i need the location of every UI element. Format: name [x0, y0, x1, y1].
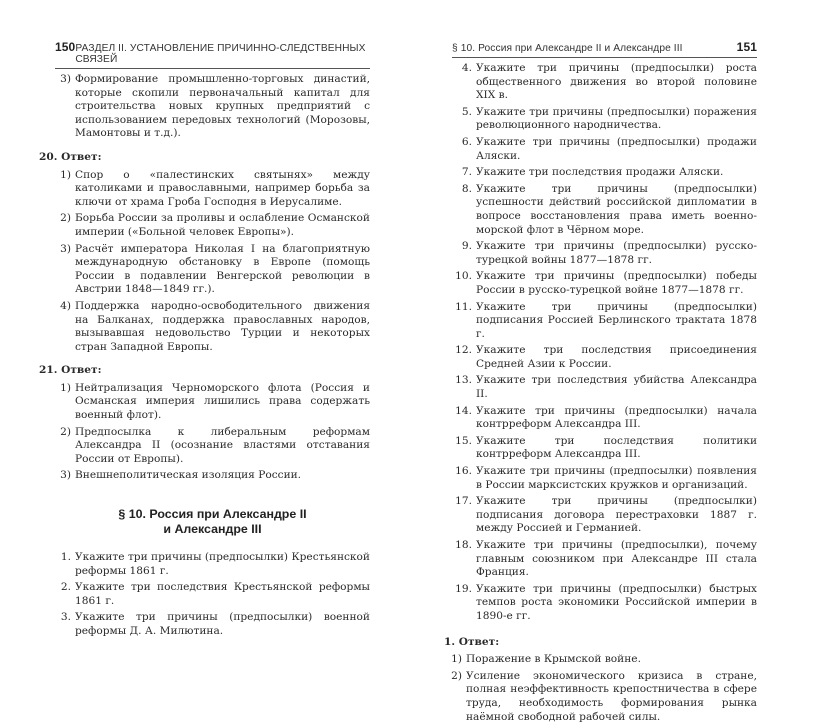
left-body — [39, 73, 370, 639]
question-item — [452, 583, 757, 624]
answer-item — [55, 212, 370, 239]
answer-item — [55, 243, 370, 297]
page-number: 150 — [55, 40, 76, 54]
item-text: Формирование промышленно-торговых династий, которые скопили первоначальный капитал для строительства новых крупных предприятий с использованием передовых технологий (Морозовы, Мамонтовы и т.д.). — [75, 73, 370, 140]
question-item — [452, 465, 757, 492]
item-text: Укажите три причины (предпосылки), почему главным союзником при Александре III стала Франция. — [476, 539, 757, 579]
section-title-line: § 10. Россия при Александре II — [118, 507, 307, 522]
item-text: Укажите три причины (предпосылки) русско-турецкой войны 1877—1878 гг. — [476, 240, 757, 266]
answer-item — [452, 670, 757, 724]
item-number: 1) — [451, 653, 462, 666]
question-item — [452, 374, 757, 401]
question-item — [452, 270, 757, 297]
question-item — [55, 611, 370, 638]
item-number: 9. — [461, 240, 472, 253]
item-number: 8. — [461, 182, 472, 195]
item-number: 16. — [455, 465, 472, 478]
item-text: Расчёт императора Николая I на благоприятную международную обстановку в Европе (помощь России в подавлении Венгерской революции в Австрии 1848—1849 гг.). — [75, 242, 370, 296]
answer-item — [55, 469, 370, 483]
running-head-left — [55, 40, 370, 69]
item-number: 2) — [60, 212, 71, 225]
answer-item — [452, 653, 757, 667]
item-text: Спор о «палестинских святынях» между католиками и православными, например борьба за ключи от храма Гроба Господня в Иерусалиме. — [75, 168, 370, 208]
item-text: Укажите три причины (предпосылки) военной реформы Д. А. Милютина. — [75, 611, 370, 637]
question-item — [452, 405, 757, 432]
item-text: Укажите три последствия присоединения Средней Азии к России. — [476, 344, 757, 370]
answer-item — [55, 300, 370, 354]
question-item — [452, 344, 757, 371]
item-text: Нейтрализация Черноморского флота (Россия и Османская империя лишились права содержать военный флот). — [75, 381, 370, 422]
left-page — [39, 40, 370, 642]
question-item — [452, 62, 757, 103]
item-text: Предпосылка к либеральным реформам Александра II (осознание властями отставания России от Европы). — [75, 425, 370, 465]
item-text: Укажите три причины (предпосылки) успешности действий российской дипломатии в вопросе восстановления права иметь военно-морской флот в Чёрном море. — [476, 182, 757, 236]
item-number: 2) — [451, 669, 462, 682]
question-item — [452, 301, 757, 342]
item-number: 3. — [60, 611, 71, 624]
item-number: 7. — [461, 166, 472, 179]
item-text: Укажите три последствия политики контрреформ Александра III. — [476, 434, 757, 461]
page-number: 151 — [736, 40, 757, 54]
item-text: Внешнеполитическая изоляция России. — [75, 469, 302, 482]
right-page — [444, 40, 757, 727]
question-item — [452, 495, 757, 536]
item-text: Борьба России за проливы и ослабление Османской империи («Больной человек Европы»). — [75, 212, 370, 238]
question-item — [452, 106, 757, 133]
item-text: Укажите три причины (предпосылки) появления в России марксистских кружков и организаций. — [476, 465, 757, 491]
item-text: Укажите три последствия продажи Аляски. — [476, 166, 724, 179]
answer-heading: 20. Ответ: — [39, 150, 102, 163]
question-item — [55, 581, 370, 608]
item-number: 11. — [455, 300, 472, 313]
item-text: Укажите три причины (предпосылки) начала контрреформ Александра III. — [476, 404, 757, 431]
item-text: Укажите три последствия Крестьянской реформы 1861 г. — [75, 581, 370, 607]
item-number: 19. — [455, 582, 472, 595]
answer-item — [55, 169, 370, 210]
item-number: 13. — [455, 374, 472, 387]
item-number: 1) — [60, 381, 71, 394]
item-number: 1. — [60, 551, 71, 564]
item-text: Укажите три причины (предпосылки) поражения революционного народничества. — [476, 105, 757, 132]
question-item — [452, 166, 757, 180]
item-number: 18. — [455, 539, 472, 551]
item-number: 4) — [60, 299, 71, 312]
answer-item — [55, 73, 370, 141]
item-text: Поддержка народно-освободительного движения на Балканах, поддержка православных народов, вызывавшая недовольство Турции и некоторых стран Западной Европы. — [75, 299, 370, 353]
answer-heading: 1. Ответ: — [444, 635, 500, 648]
running-head-right — [452, 40, 757, 58]
item-number: 1) — [60, 168, 71, 181]
item-number: 3) — [60, 73, 71, 85]
item-text: Усиление экономического кризиса в стране, полная неэффективность крепостничества в сфере труда, необходимость формирования рынка наёмной свободной рабочей силы. — [466, 669, 757, 723]
item-text: Укажите три причины (предпосылки) подписания Россией Берлинского трактата 1878 г. — [476, 300, 757, 340]
item-text: Укажите три причины (предпосылки) быстрых темпов роста экономики Российской империи в 1890-е гг. — [476, 582, 757, 622]
question-item — [55, 551, 370, 578]
item-number: 3) — [60, 242, 71, 255]
section-title-line: и Александре III — [163, 522, 262, 537]
item-number: 2. — [60, 581, 71, 594]
question-item — [452, 136, 757, 163]
right-body — [444, 62, 757, 724]
section-title — [55, 507, 370, 537]
item-text: Поражение в Крымской войне. — [466, 653, 641, 666]
question-item — [452, 183, 757, 237]
item-number: 2) — [60, 425, 71, 438]
section-running-title: § 10. Россия при Александре II и Александре III — [452, 43, 683, 54]
item-number: 4. — [461, 62, 472, 74]
question-item — [452, 435, 757, 462]
answer-heading: 21. Ответ: — [39, 364, 102, 377]
item-text: Укажите три причины (предпосылки) продажи Аляски. — [476, 135, 757, 162]
item-number: 5. — [461, 105, 472, 118]
item-number: 12. — [455, 344, 472, 357]
chapter-title: РАЗДЕЛ II. УСТАНОВЛЕНИЕ ПРИЧИННО-СЛЕДСТВЕННЫХ СВЯЗЕЙ — [75, 43, 366, 65]
question-item — [452, 240, 757, 267]
item-text: Укажите три последствия убийства Александра II. — [476, 374, 757, 401]
item-number: 3) — [60, 469, 71, 482]
item-text: Укажите три причины (предпосылки) победы России в русско-турецкой войне 1877—1878 гг. — [476, 270, 757, 296]
item-text: Укажите три причины (предпосылки) Крестьянской реформы 1861 г. — [75, 551, 370, 577]
item-number: 6. — [461, 135, 472, 148]
answer-item — [55, 382, 370, 423]
question-item — [452, 539, 757, 580]
item-text: Укажите три причины (предпосылки) подписания договора перестраховки 1887 г. между Россией и Германией. — [476, 495, 757, 535]
item-number: 15. — [455, 434, 472, 447]
item-number: 17. — [455, 495, 472, 508]
item-number: 14. — [455, 404, 472, 417]
item-number: 10. — [455, 270, 472, 283]
item-text: Укажите три причины (предпосылки) роста общественного движения во второй половине XIX в. — [476, 62, 757, 102]
answer-item — [55, 426, 370, 467]
